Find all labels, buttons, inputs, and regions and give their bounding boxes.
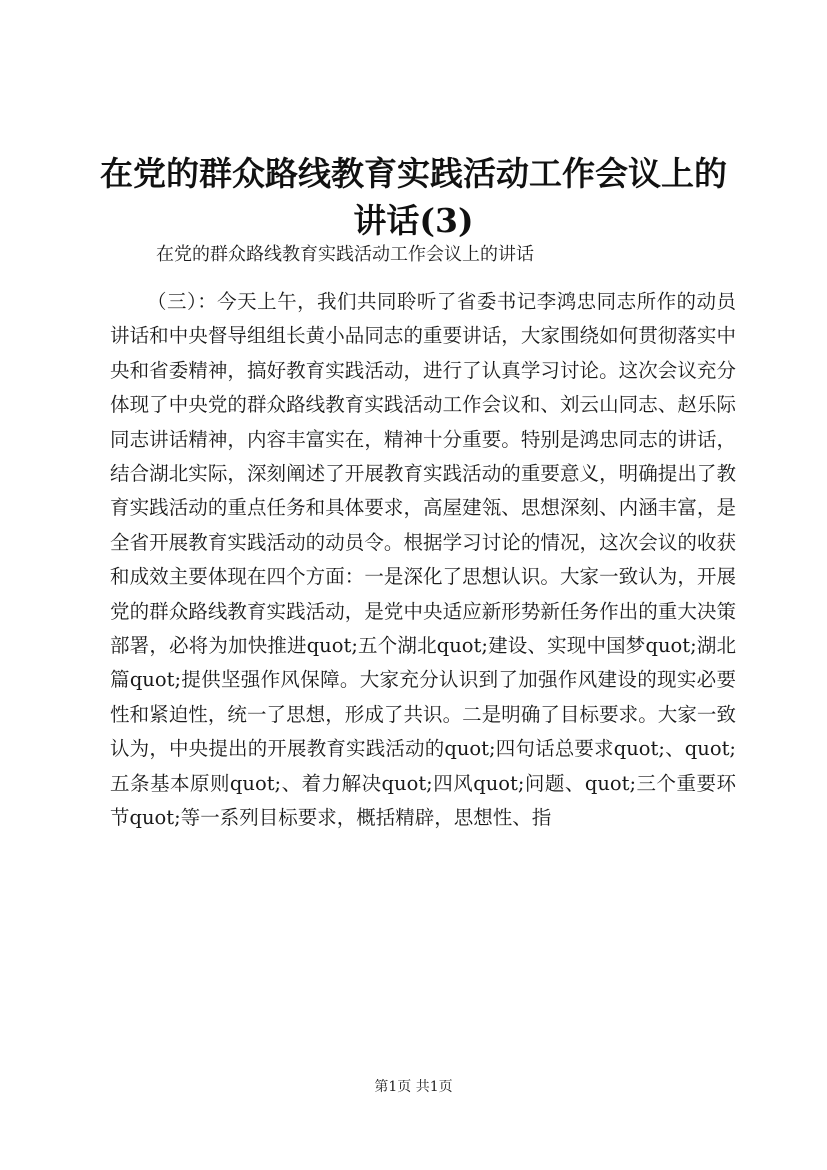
document-body-paragraph: （三）：今天上午，我们共同聆听了省委书记李鸿忠同志所作的动员讲话和中央督导组组长黄小品同志的重要讲话，大家围绕如何贯彻落实中央和省委精神，搞好教育实践活动，进行了认真学习讨论。这次会议充分体现了中央党的群众路线教育实践活动工作会议和、刘云山同志、赵乐际同志讲话精神，内容丰富实在，精神十分重要。特别是鸿忠同志的讲话，结合湖北实际，深刻阐述了开展教育实践活动的重要意义，明确提出了教育实践活动的重点任务和具体要求，高屋建瓴、思想深刻、内涵丰富，是全省开展教育实践活动的动员令。根据学习讨论的情况，这次会议的收获和成效主要体现在四个方面：一是深化了思想认识。大家一致认为，开展党的群众路线教育实践活动，是党中央适应新形势新任务作出的重大决策部署，必将为加快推进quot;五个湖北quot;建设、实现中国梦quot;湖北篇quot;提供坚强作风保障。大家充分认识到了加强作风建设的现实必要性和紧迫性，统一了思想，形成了共识。二是明确了目标要求。大家一致认为，中央提出的开展教育实践活动的quot;四句话总要求quot;、quot;五条基本原则quot;、着力解决quot;四风quot;问题、quot;三个重要环节quot;等一系列目标要求，概括精辟，思想性、指	[110, 290, 736, 830]
page-number-footer: 第1页 共1页	[374, 1079, 453, 1095]
document-subtitle: 在党的群众路线教育实践活动工作会议上的讲话	[156, 244, 534, 265]
document-title: 在党的群众路线教育实践活动工作会议上的讲话(3)	[100, 154, 727, 240]
